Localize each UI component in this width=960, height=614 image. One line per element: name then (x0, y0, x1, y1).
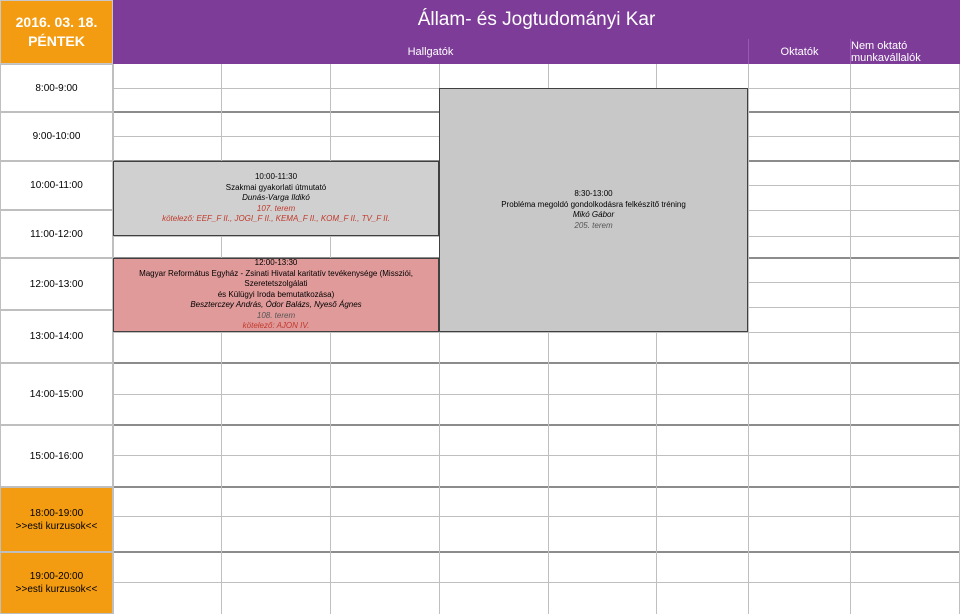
evening-time: 18:00-19:00 (29, 507, 84, 519)
evening-note: >>esti kurzusok<< (15, 584, 98, 595)
time-slot: 15:00-16:00 (0, 425, 113, 487)
grid-column-line (850, 64, 851, 614)
event-title-line1: Magyar Református Egyház - Zsinati Hivatal karitatív tevékenysége (Missziói, Szeretetszolgálati (139, 268, 413, 289)
event-room: 107. terem (256, 203, 296, 213)
tab-nem-oktato[interactable]: Nem oktató munkavállalók (850, 39, 960, 64)
hour-divider (0, 362, 960, 364)
grid-column-line (221, 64, 222, 614)
grid-column-line (330, 64, 331, 614)
tab-hallgatok[interactable]: Hallgatók (407, 45, 454, 58)
evening-slot (0, 552, 113, 614)
date-label: 2016. 03. 18. (15, 14, 98, 30)
evening-time: 19:00-20:00 (29, 571, 84, 582)
event-person: Dunás-Varga Ildikó (242, 193, 310, 203)
time-slot: 10:00-11:00 (0, 161, 113, 210)
hour-divider (0, 486, 960, 488)
event-required: kötelező: AJON IV. (242, 321, 310, 331)
time-slot: 11:00-12:00 (0, 210, 113, 258)
day-label: PÉNTEK (28, 33, 85, 49)
event-time: 10:00-11:30 (254, 172, 298, 182)
time-slot: 12:00-13:00 (0, 258, 113, 310)
time-slot: 14:00-15:00 (0, 363, 113, 425)
event-title-line2: és Külügyi Iroda bemutatkozása) (217, 289, 335, 299)
evening-note: >>esti kurzusok<< (15, 520, 98, 532)
grid-line (113, 582, 960, 583)
grid-column-line (748, 64, 749, 614)
tab-oktatok[interactable]: Oktatók (748, 39, 850, 64)
evening-slot (0, 487, 113, 552)
event-required: kötelező: EEF_F II., JOGI_F II., KEMA_F II., KOM_F II., TV_F II. (162, 214, 390, 224)
time-slot: 13:00-14:00 (0, 310, 113, 363)
date-cell (0, 0, 113, 64)
time-slot: 8:00-9:00 (0, 64, 113, 112)
grid-line (113, 455, 960, 456)
event-room: 108. terem (256, 310, 296, 320)
hour-divider (0, 424, 960, 426)
event-time: 12:00-13:30 (254, 258, 298, 268)
grid-column-line (113, 64, 114, 614)
event-problema-megoldo[interactable] (439, 88, 748, 332)
event-person: Mikó Gábor (572, 210, 615, 219)
event-title: Probléma megoldó gondolkodásra felkészítő tréning (501, 199, 686, 209)
grid-line (113, 394, 960, 395)
event-time: 8:30-13:00 (574, 189, 613, 198)
grid-line (113, 332, 960, 333)
time-slot: 9:00-10:00 (0, 112, 113, 161)
grid-line (113, 516, 960, 517)
event-title: Szakmai gyakorlati útmutató (225, 182, 327, 192)
event-room: 205. terem (574, 220, 613, 230)
event-szakmai-gyakorlat[interactable] (113, 161, 439, 236)
event-person: Beszterczey András, Ódor Balázs, Nyeső Ágnes (190, 300, 362, 310)
hour-divider (0, 551, 960, 553)
event-reformatus-egyhaz[interactable] (113, 258, 439, 332)
faculty-title: Állam- és Jogtudományi Kar (113, 0, 960, 39)
